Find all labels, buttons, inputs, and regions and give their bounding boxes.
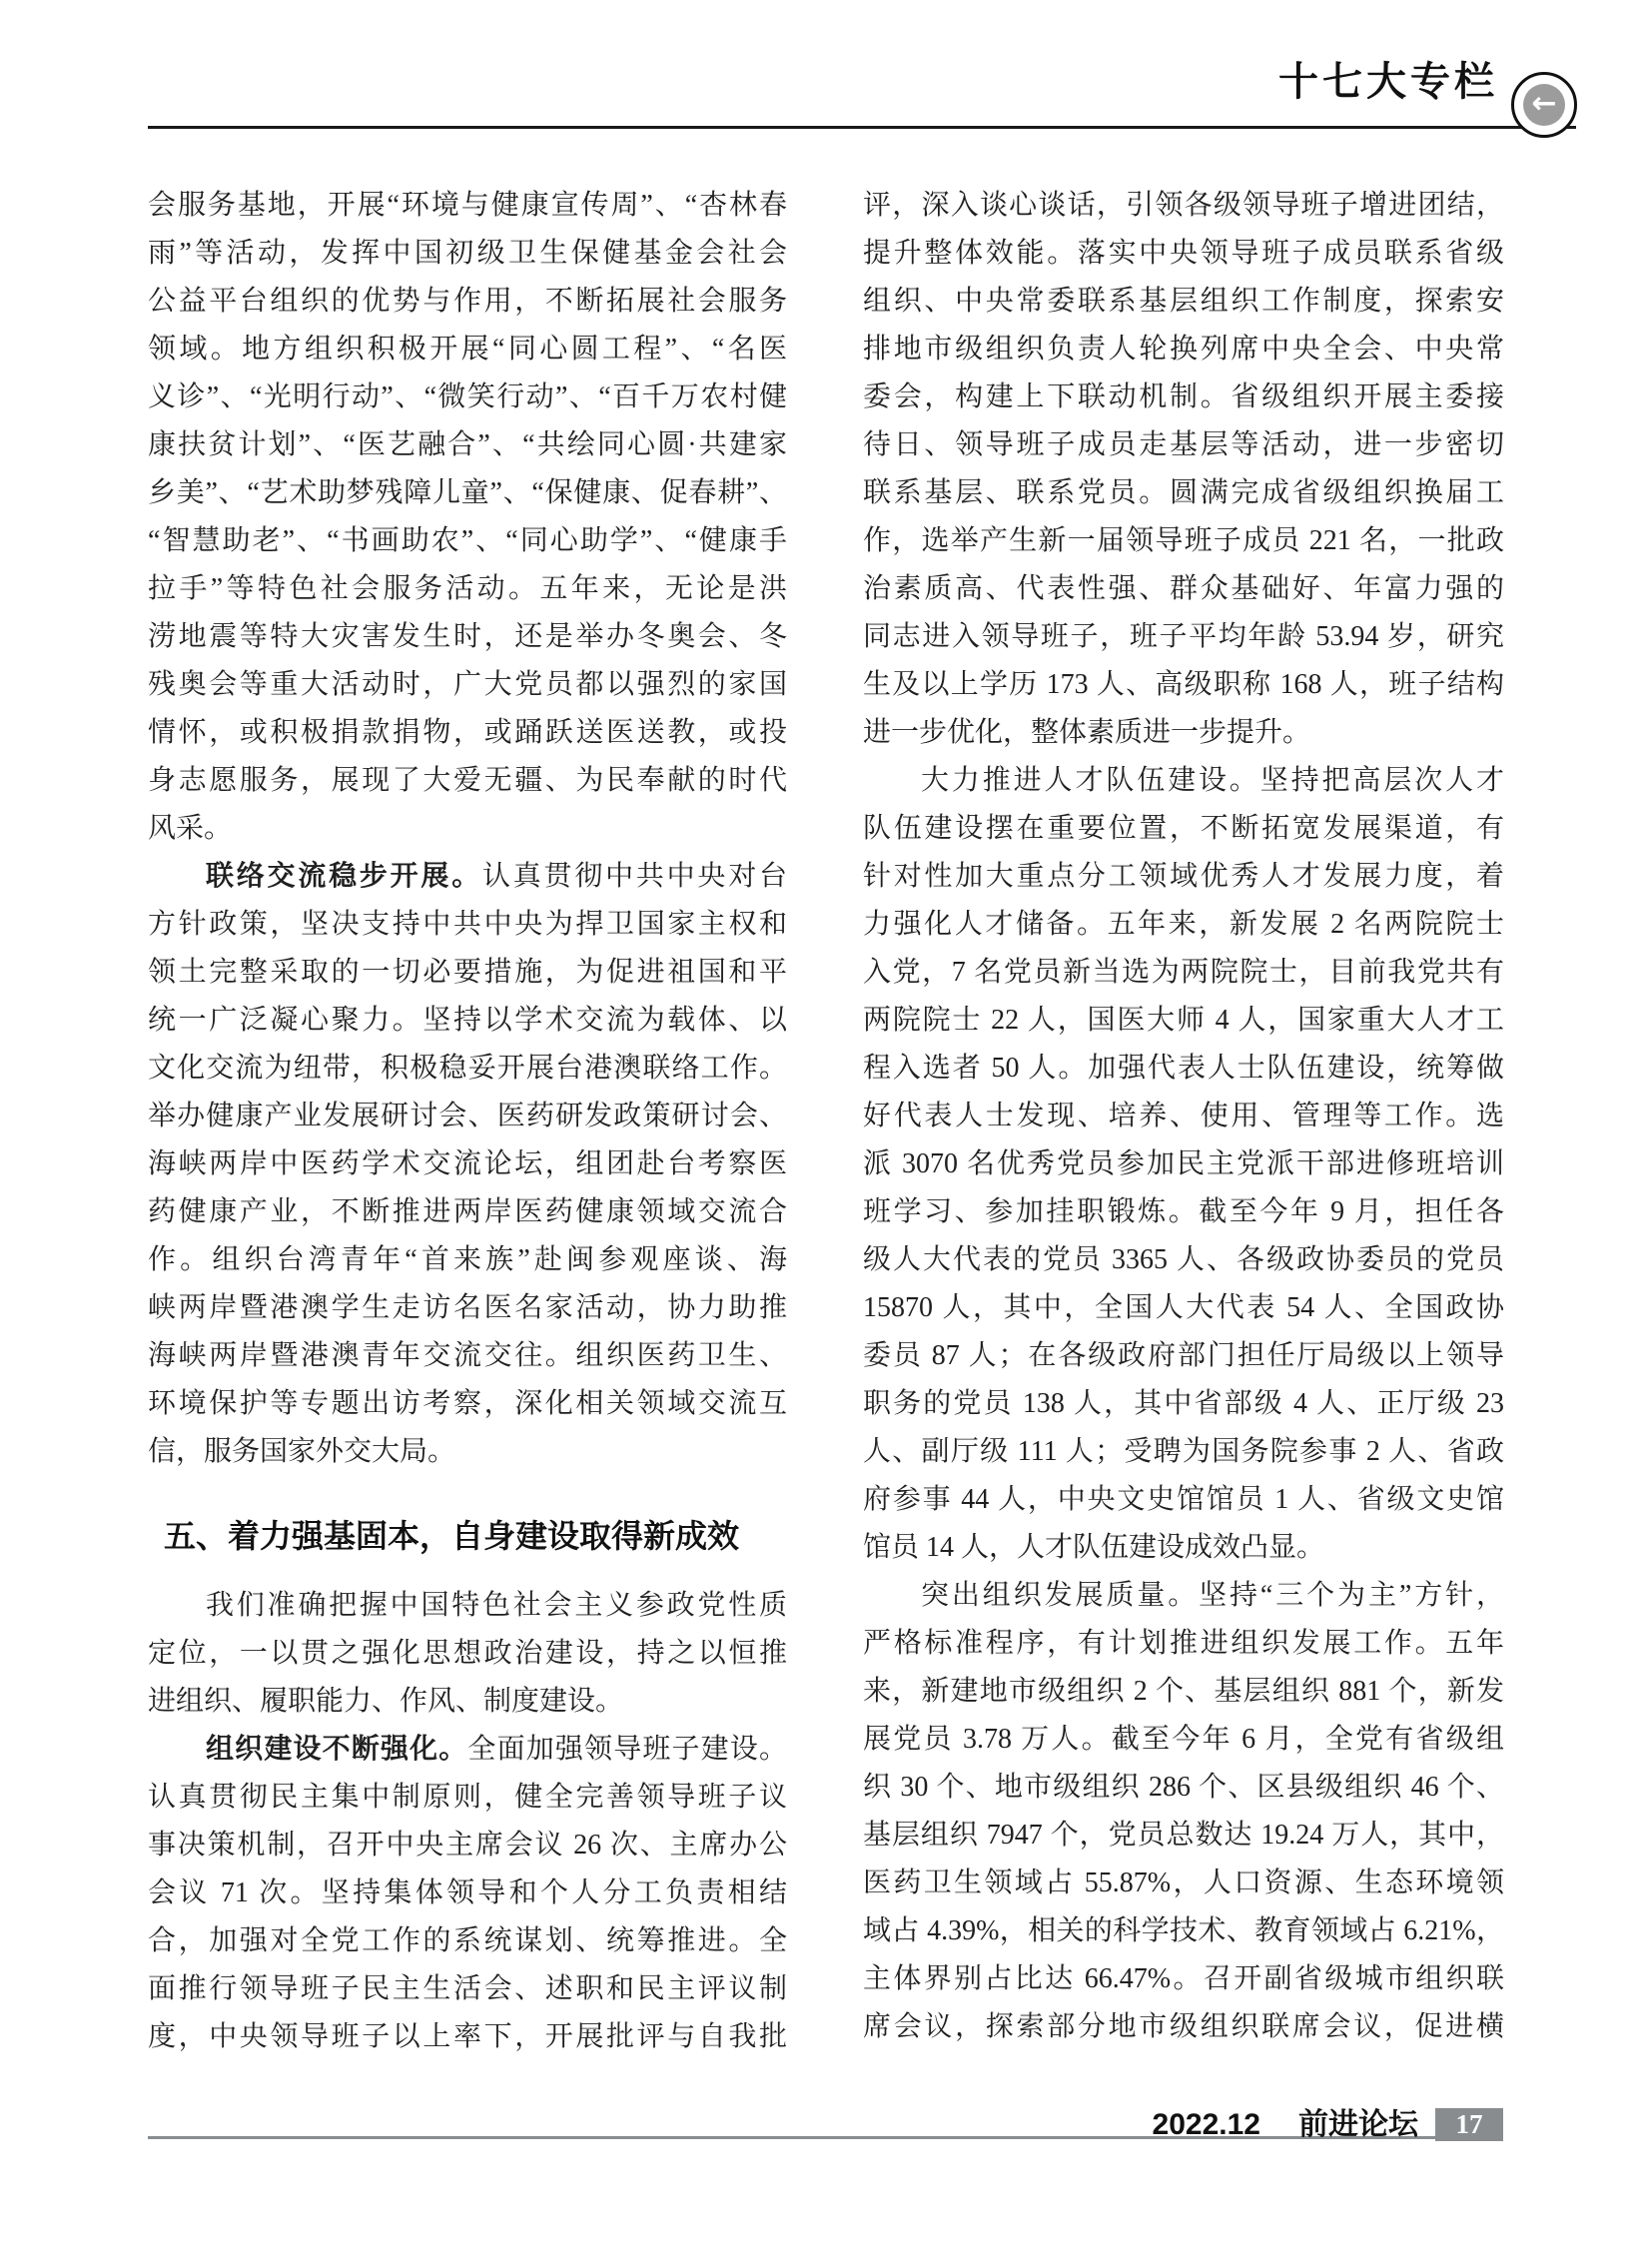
- back-arrow-circle-icon: [1511, 72, 1577, 138]
- text-line: 会服务基地，开展“环境与健康宣传周”、“杏林春: [148, 190, 787, 221]
- text-line: 进一步优化，整体素质进一步提升。: [863, 717, 1311, 748]
- text-line: 峡两岸暨港澳学生走访名医名家活动，协力助推: [148, 1292, 787, 1323]
- text-line: 认真贯彻民主集中制原则，健全完善领导班子议: [148, 1782, 787, 1813]
- text-line: 域占 4.39%，相关的科学技术、教育领域占 6.21%，: [863, 1915, 1504, 1946]
- text-line: 馆员 14 人，人才队伍建设成效凸显。: [863, 1532, 1325, 1563]
- text-line: 身志愿服务，展现了大爱无疆、为民奉献的时代: [148, 765, 787, 796]
- left-paragraph-block-1: [148, 182, 787, 1476]
- text-line: 联络交流稳步开展。认真贯彻中共中央对台: [206, 861, 787, 892]
- text-line: 残奥会等重大活动时，广大党员都以强烈的家国: [148, 669, 787, 700]
- text-line: 府参事 44 人，中央文史馆馆员 1 人、省级文史馆: [863, 1484, 1504, 1515]
- text-line: 定位，一以贯之强化思想政治建设，持之以恒推: [148, 1638, 787, 1669]
- text-line: 展党员 3.78 万人。截至今年 6 月，全党有省级组: [863, 1724, 1504, 1755]
- text-line: 生及以上学历 173 人、高级职称 168 人，班子结构: [863, 669, 1504, 700]
- text-line: 领域。地方组织积极开展“同心圆工程”、“名医: [148, 334, 787, 365]
- text-line: 入党，7 名党员新当选为两院院士，目前我党共有: [863, 957, 1504, 988]
- left-arrow-icon: ←: [1531, 86, 1557, 121]
- text-line: 医药卫生领域占 55.87%，人口资源、生态环境领: [863, 1868, 1504, 1898]
- page-number: 17: [1455, 2109, 1483, 2139]
- text-line: 文化交流为纽带，积极稳妥开展台港澳联络工作。: [148, 1053, 787, 1084]
- text-line: 力强化人才储备。五年来，新发展 2 名两院院士: [863, 909, 1504, 940]
- text-line: 排地市级组织负责人轮换列席中央全会、中央常: [863, 334, 1504, 365]
- footer-issue-date: 2022.12: [1152, 2108, 1260, 2141]
- text-line: 委会，构建上下联动机制。省级组织开展主委接: [863, 381, 1504, 412]
- text-line: 评，深入谈心谈话，引领各级领导班子增进团结，: [863, 190, 1504, 221]
- text-line: 领土完整采取的一切必要措施，为促进祖国和平: [148, 957, 787, 988]
- text-line: 方针政策，坚决支持中共中央为捍卫国家主权和: [148, 909, 787, 940]
- text-line: 情怀，或积极捐款捐物，或踊跃送医送教，或投: [148, 717, 787, 748]
- text-line: 突出组织发展质量。坚持“三个为主”方针，: [921, 1580, 1504, 1611]
- column-title: 十七大专栏: [1278, 60, 1498, 104]
- text-line: 事决策机制，召开中央主席会议 26 次、主席办公: [148, 1830, 787, 1861]
- text-line: 大力推进人才队伍建设。坚持把高层次人才: [921, 765, 1504, 796]
- text-line: 15870 人，其中，全国人大代表 54 人、全国政协: [863, 1292, 1504, 1323]
- back-arrow-disc: [1523, 84, 1565, 126]
- left-paragraph-block-2: [148, 1582, 787, 2061]
- text-line: 环境保护等专题出访考察，深化相关领域交流互: [148, 1388, 787, 1419]
- text-line: 待日、领导班子成员走基层等活动，进一步密切: [863, 429, 1504, 460]
- text-line: 织 30 个、地市级组织 286 个、区县级组织 46 个、: [863, 1772, 1504, 1803]
- text-line: 两院院士 22 人，国医大师 4 人，国家重大人才工: [863, 1005, 1504, 1036]
- text-line: 程入选者 50 人。加强代表人士队伍建设，统筹做: [863, 1053, 1504, 1084]
- text-line: 好代表人士发现、培养、使用、管理等工作。选: [863, 1101, 1504, 1131]
- text-line: 我们准确把握中国特色社会主义参政党性质: [206, 1590, 787, 1621]
- text-line: 职务的党员 138 人，其中省部级 4 人、正厅级 23: [863, 1388, 1504, 1419]
- right-text-column: [863, 182, 1504, 2051]
- text-line: 进组织、履职能力、作风、制度建设。: [148, 1686, 624, 1717]
- text-line: 队伍建设摆在重要位置，不断拓宽发展渠道，有: [863, 813, 1504, 844]
- left-text-column: [148, 182, 787, 2061]
- text-line: “智慧助老”、“书画助农”、“同心助学”、“健康手: [148, 525, 787, 556]
- text-line: 康扶贫计划”、“医艺融合”、“共绘同心圆·共建家: [148, 429, 787, 460]
- text-line: 针对性加大重点分工领域优秀人才发展力度，着: [863, 861, 1504, 892]
- text-line: 级人大代表的党员 3365 人、各级政协委员的党员: [863, 1244, 1504, 1275]
- text-line: 会议 71 次。坚持集体领导和个人分工负责相结: [148, 1877, 787, 1908]
- footer-journal-name: 前进论坛: [1298, 2108, 1418, 2141]
- text-line: 拉手”等特色社会服务活动。五年来，无论是洪: [148, 573, 787, 604]
- header-rule: [148, 126, 1576, 129]
- text-line: 联系基层、联系党员。圆满完成省级组织换届工: [863, 477, 1504, 508]
- text-line: 统一广泛凝心聚力。坚持以学术交流为载体、以: [148, 1005, 787, 1036]
- text-line: 作，选举产生新一届领导班子成员 221 名，一批政: [863, 525, 1504, 556]
- text-line: 组织建设不断强化。全面加强领导班子建设。: [206, 1734, 787, 1765]
- text-line: 举办健康产业发展研讨会、医药研发政策研讨会、: [148, 1101, 787, 1131]
- text-line: 合，加强对全党工作的系统谋划、统筹推进。全: [148, 1925, 787, 1956]
- text-line: 海峡两岸中医药学术交流论坛，组团赴台考察医: [148, 1148, 787, 1179]
- text-line: 严格标准程序，有计划推进组织发展工作。五年: [863, 1628, 1504, 1659]
- text-line: 面推行领导班子民主生活会、述职和民主评议制: [148, 1973, 787, 2004]
- text-line: 涝地震等特大灾害发生时，还是举办冬奥会、冬: [148, 621, 787, 652]
- text-line: 委员 87 人；在各级政府部门担任厅局级以上领导: [863, 1340, 1504, 1371]
- text-line: 同志进入领导班子，班子平均年龄 53.94 岁，研究: [863, 621, 1504, 652]
- text-line: 药健康产业，不断推进两岸医药健康领域交流合: [148, 1196, 787, 1227]
- text-line: 度，中央领导班子以上率下，开展批评与自我批: [148, 2021, 787, 2052]
- text-line: 班学习、参加挂职锻炼。截至今年 9 月，担任各: [863, 1196, 1504, 1227]
- text-line: 主体界别占比达 66.47%。召开副省级城市组织联: [863, 1963, 1504, 1994]
- text-line: 信，服务国家外交大局。: [148, 1436, 456, 1467]
- section-heading: 五、着力强基固本，自身建设取得新成效: [164, 1518, 740, 1554]
- text-line: 乡美”、“艺术助梦残障儿童”、“保健康、促春耕”、: [148, 477, 787, 508]
- text-line: 作。组织台湾青年“首来族”赴闽参观座谈、海: [148, 1244, 787, 1275]
- text-line: 雨”等活动，发挥中国初级卫生保健基金会社会: [148, 238, 787, 269]
- footer-text: [1153, 2099, 1418, 2143]
- text-line: 派 3070 名优秀党员参加民主党派干部进修班培训: [863, 1148, 1504, 1179]
- page-number-badge: [1435, 2108, 1503, 2141]
- text-line: 来，新建地市级组织 2 个、基层组织 881 个，新发: [863, 1676, 1504, 1707]
- text-line: 席会议，探索部分地市级组织联席会议，促进横: [863, 2011, 1504, 2042]
- text-line: 提升整体效能。落实中央领导班子成员联系省级: [863, 238, 1504, 269]
- text-line: 人、副厅级 111 人；受聘为国务院参事 2 人、省政: [863, 1436, 1504, 1467]
- text-line: 治素质高、代表性强、群众基础好、年富力强的: [863, 573, 1504, 604]
- bold-lead-in: 组织建设不断强化。: [206, 1734, 468, 1765]
- bold-lead-in: 联络交流稳步开展。: [206, 861, 482, 892]
- text-line: 公益平台组织的优势与作用，不断拓展社会服务: [148, 286, 787, 317]
- text-line: 风采。: [148, 813, 233, 844]
- text-line: 海峡两岸暨港澳青年交流交往。组织医药卫生、: [148, 1340, 787, 1371]
- text-line: 组织、中央常委联系基层组织工作制度，探索安: [863, 286, 1504, 317]
- text-line: 基层组织 7947 个，党员总数达 19.24 万人，其中，: [863, 1820, 1504, 1851]
- text-line: 义诊”、“光明行动”、“微笑行动”、“百千万农村健: [148, 381, 787, 412]
